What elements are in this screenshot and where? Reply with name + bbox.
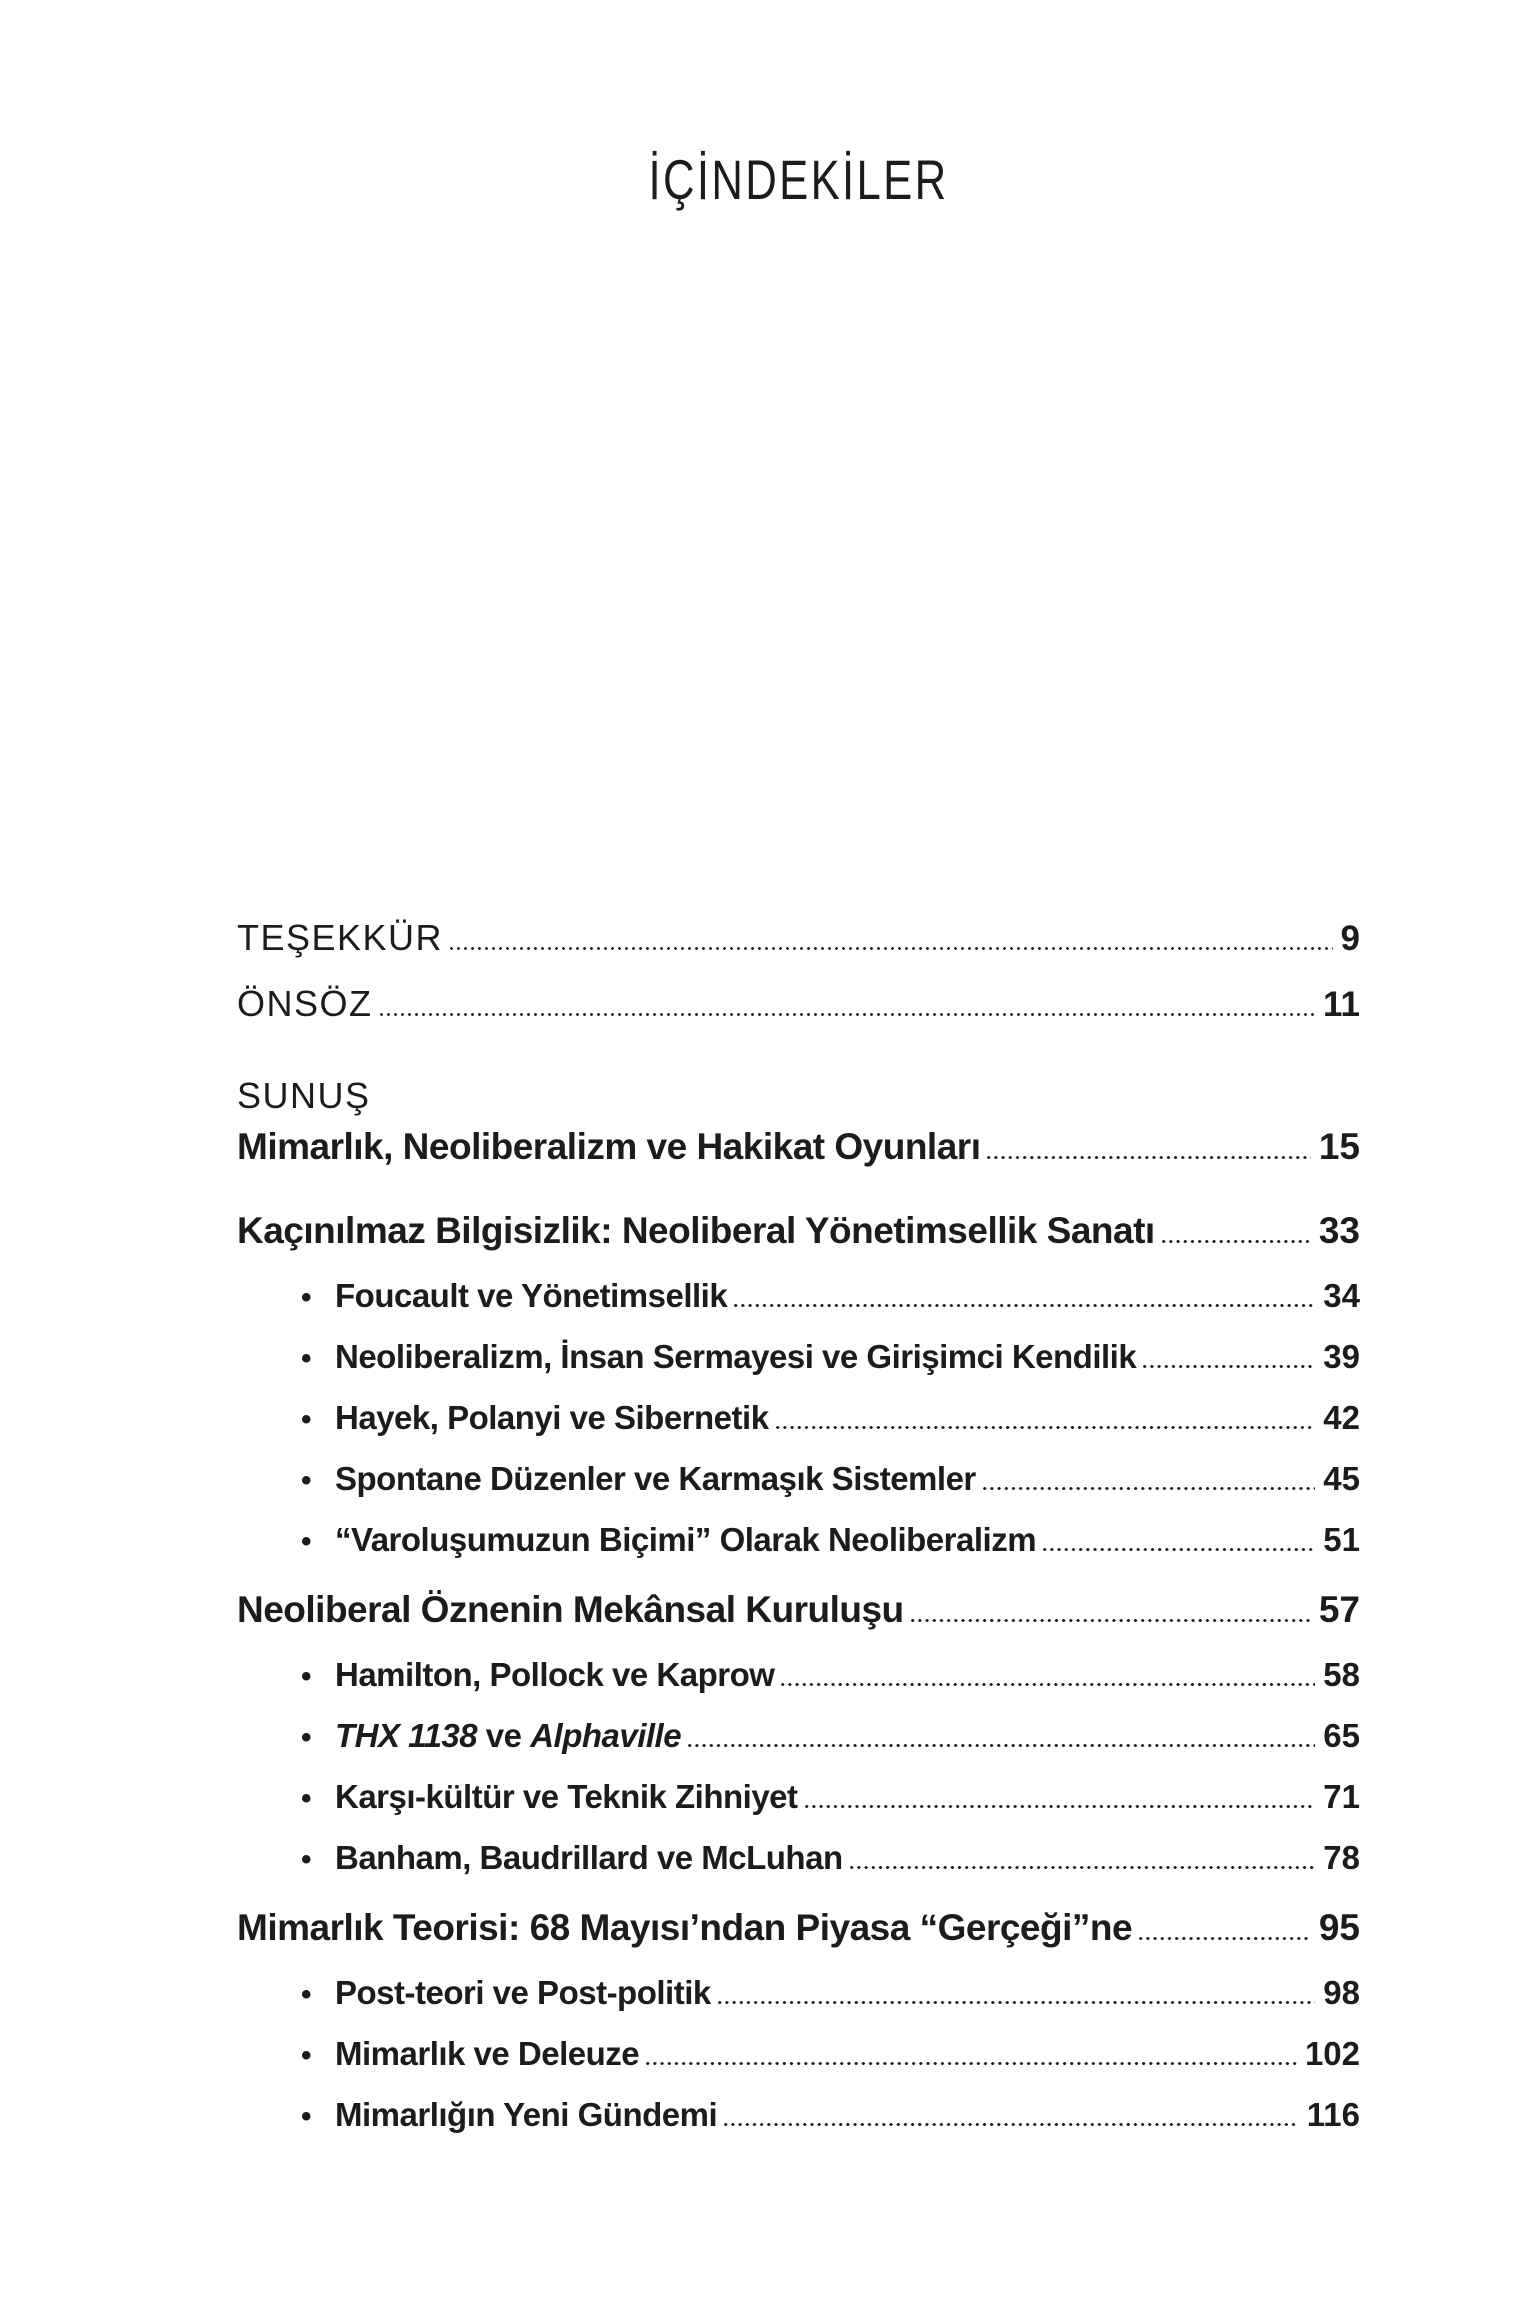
sub-entry-title: Hamilton, Pollock ve Kaprow xyxy=(335,1656,775,1693)
page-number: 95 xyxy=(1318,1907,1360,1948)
sub-entry xyxy=(237,1841,1360,1875)
sub-entry xyxy=(237,2098,1360,2132)
toc-list xyxy=(237,917,1360,2159)
page-number: 33 xyxy=(1318,1210,1360,1251)
chapter-entry-title: Mimarlık, Neoliberalizm ve Hakikat Oyunları xyxy=(237,1126,981,1167)
sub-entry xyxy=(237,2037,1360,2071)
dot-leader xyxy=(1139,1937,1311,1940)
dot-leader xyxy=(380,1013,1315,1016)
sub-entry xyxy=(237,1976,1360,2010)
page-number: 39 xyxy=(1323,1338,1360,1375)
sub-entry-title: Foucault ve Yönetimsellik xyxy=(335,1277,728,1314)
bullet-icon: • xyxy=(301,1464,312,1497)
chapter-entry xyxy=(237,1212,1360,1249)
bullet-icon: • xyxy=(301,2039,312,2072)
sub-entry xyxy=(237,1780,1360,1814)
chapter-entry-title: Kaçınılmaz Bilgisizlik: Neoliberal Yönetimsellik Sanatı xyxy=(237,1210,1155,1251)
dot-leader xyxy=(805,1805,1316,1808)
bullet-icon: • xyxy=(301,2100,312,2133)
chapter-entry xyxy=(237,1909,1360,1946)
page-number: 116 xyxy=(1306,2096,1360,2133)
sub-entry xyxy=(237,1658,1360,1692)
bullet-icon: • xyxy=(301,1843,312,1876)
page-number: 58 xyxy=(1323,1656,1360,1693)
page-number: 9 xyxy=(1340,919,1360,958)
dot-leader xyxy=(734,1304,1315,1307)
front-matter-entry-title: TEŞEKKÜR xyxy=(237,917,444,958)
sub-entry-title: Spontane Düzenler ve Karmaşık Sistemler xyxy=(335,1460,976,1497)
bullet-icon: • xyxy=(301,1978,312,2011)
dot-leader xyxy=(718,2001,1316,2004)
dot-leader xyxy=(1162,1240,1311,1243)
page-number: 15 xyxy=(1318,1126,1360,1167)
bullet-icon: • xyxy=(301,1525,312,1558)
page-number: 45 xyxy=(1323,1460,1360,1497)
sub-entry-title: Banham, Baudrillard ve McLuhan xyxy=(335,1839,843,1876)
sub-entry-title: Neoliberalizm, İnsan Sermayesi ve Girişimci Kendilik xyxy=(335,1338,1137,1375)
sub-entry xyxy=(237,1401,1360,1435)
bullet-icon: • xyxy=(301,1342,312,1375)
section-label: SUNUŞ xyxy=(237,1075,371,1116)
page-number: 98 xyxy=(1323,1974,1360,2011)
sub-entry xyxy=(237,1462,1360,1496)
chapter-entry xyxy=(237,1128,1360,1165)
dot-leader xyxy=(450,947,1332,950)
page-number: 34 xyxy=(1323,1277,1360,1314)
sub-entry-title: Karşı-kültür ve Teknik Zihniyet xyxy=(335,1778,798,1815)
sub-entry-title: THX 1138 ve Alphaville xyxy=(335,1717,682,1754)
chapter-entry xyxy=(237,1591,1360,1628)
page-number: 102 xyxy=(1304,2035,1360,2072)
dot-leader xyxy=(987,1156,1310,1159)
sub-entry xyxy=(237,1279,1360,1313)
dot-leader xyxy=(688,1744,1315,1747)
front-matter-entry xyxy=(237,917,1360,958)
page-number: 11 xyxy=(1323,985,1360,1024)
sub-entry xyxy=(237,1340,1360,1374)
page-number: 51 xyxy=(1323,1521,1360,1558)
dot-leader xyxy=(781,1683,1315,1686)
dot-leader xyxy=(983,1487,1316,1490)
page-title: İÇİNDEKİLER xyxy=(648,148,949,211)
sub-entry xyxy=(237,1523,1360,1557)
page-number: 71 xyxy=(1323,1778,1360,1815)
bullet-icon: • xyxy=(301,1660,312,1693)
dot-leader xyxy=(646,2062,1297,2065)
sub-entry-title: Hayek, Polanyi ve Sibernetik xyxy=(335,1399,769,1436)
chapter-entry-title: Neoliberal Öznenin Mekânsal Kuruluşu xyxy=(237,1589,904,1630)
dot-leader xyxy=(850,1866,1316,1869)
dot-leader xyxy=(911,1619,1311,1622)
sub-entry-title: “Varoluşumuzun Biçimi” Olarak Neoliberalizm xyxy=(335,1521,1037,1558)
dot-leader xyxy=(1143,1365,1315,1368)
sub-entry-title: Post-teori ve Post-politik xyxy=(335,1974,711,2011)
sub-entry xyxy=(237,1719,1360,1753)
chapter-entry-title: Mimarlık Teorisi: 68 Mayısı’ndan Piyasa “Gerçeği”ne xyxy=(237,1907,1133,1948)
front-matter-entry-title: ÖNSÖZ xyxy=(237,983,373,1024)
dot-leader xyxy=(776,1426,1316,1429)
bullet-icon: • xyxy=(301,1281,312,1314)
dot-leader xyxy=(724,2123,1299,2126)
sub-entry-title: Mimarlığın Yeni Gündemi xyxy=(335,2096,718,2133)
bullet-icon: • xyxy=(301,1782,312,1815)
page-number: 65 xyxy=(1323,1717,1360,1754)
page-number: 57 xyxy=(1318,1589,1360,1630)
bullet-icon: • xyxy=(301,1403,312,1436)
sub-entry-title: Mimarlık ve Deleuze xyxy=(335,2035,640,2072)
bullet-icon: • xyxy=(301,1721,312,1754)
dot-leader xyxy=(1043,1548,1315,1551)
front-matter-entry xyxy=(237,983,1360,1024)
page-number: 42 xyxy=(1323,1399,1360,1436)
page-number: 78 xyxy=(1323,1839,1360,1876)
